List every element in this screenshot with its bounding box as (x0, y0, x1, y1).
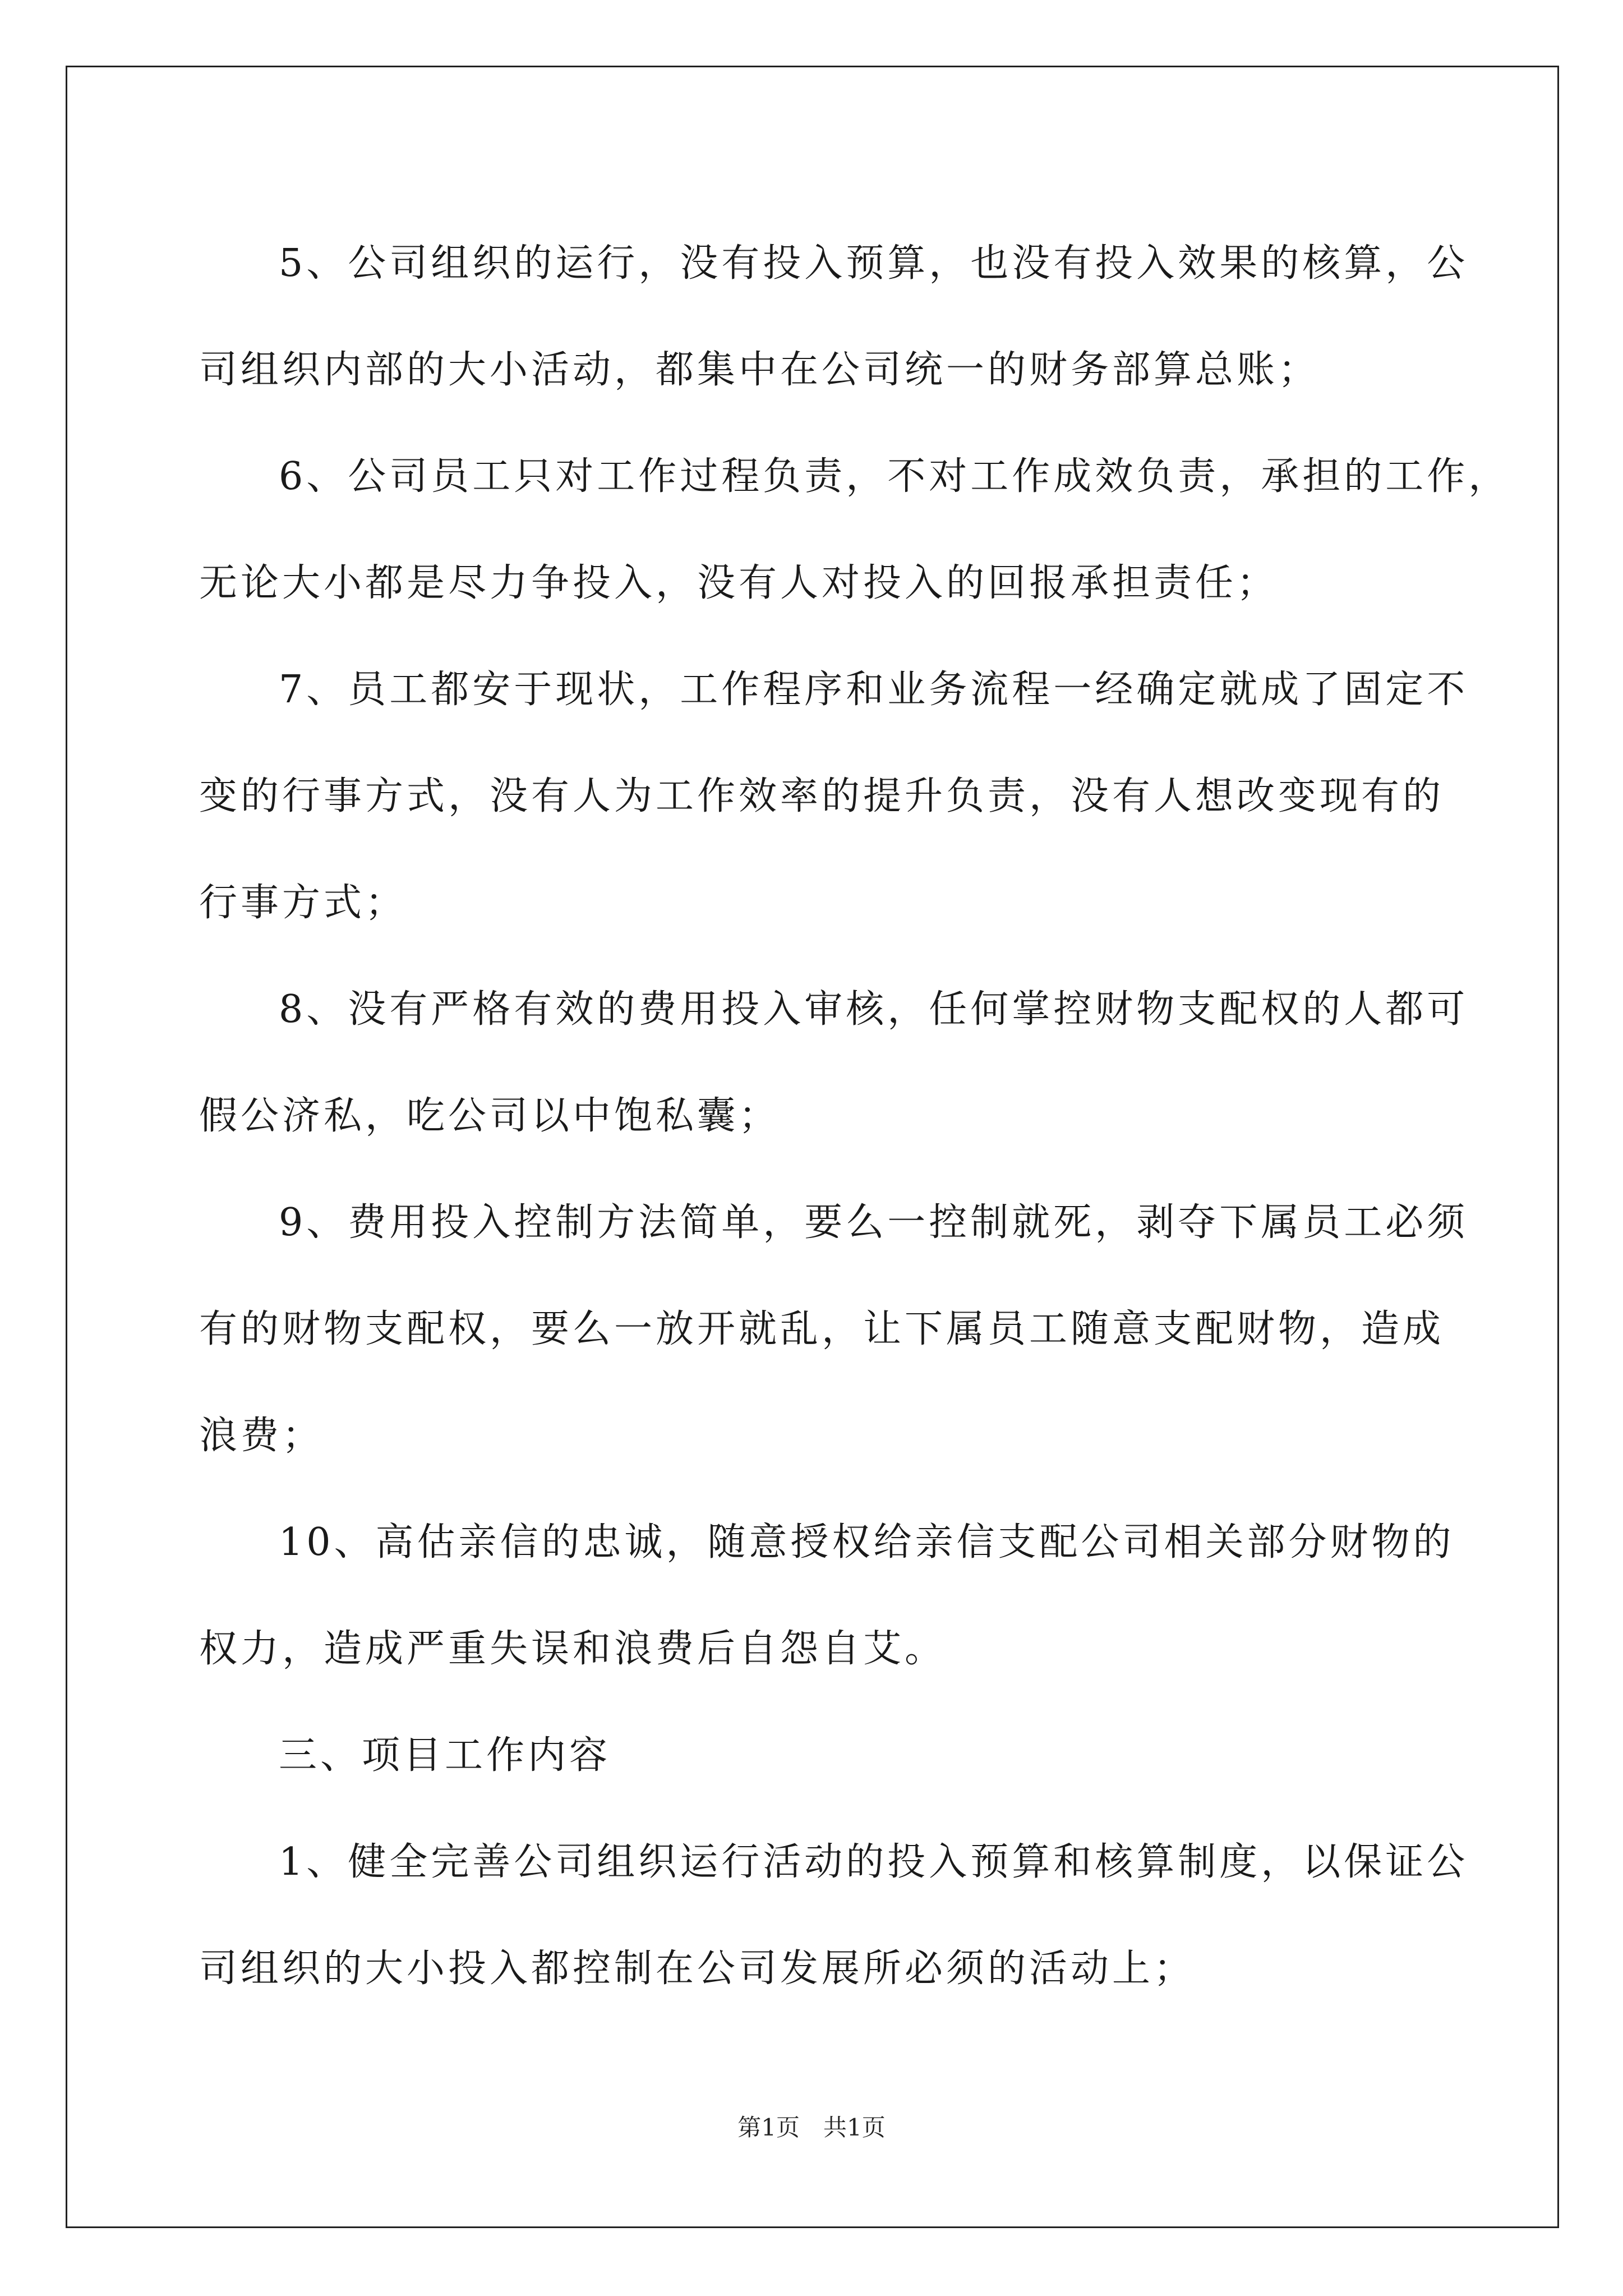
paragraph-line: 司组织的大小投入都控制在公司发展所必须的活动上； (199, 1947, 1196, 1991)
page-footer: 第1页 共1页 (737, 2114, 886, 2141)
paragraph-line: 浪费； (199, 1414, 324, 1458)
paragraph-line: 7、员工都安于现状，工作程序和业务流程一经确定就成了固定不 (279, 668, 1469, 712)
paragraph-line: 司组织内部的大小活动，都集中在公司统一的财务部算总账； (199, 348, 1320, 392)
document-body (199, 210, 1510, 2022)
paragraph-line: 10、高估亲信的忠诚，随意授权给亲信支配公司相关部分财物的 (279, 1520, 1455, 1565)
paragraph-line: 9、费用投入控制方法简单，要么一控制就死，剥夺下属员工必须 (279, 1200, 1469, 1245)
section-heading: 三、项目工作内容 (279, 1733, 611, 1778)
paragraph-line: 有的财物支配权，要么一放开就乱，让下属员工随意支配财物，造成 (199, 1307, 1445, 1351)
paragraph-line: 行事方式； (199, 881, 407, 925)
paragraph-line: 权力，造成严重失误和浪费后自怨自艾。 (199, 1627, 947, 1671)
paragraph-line: 8、没有严格有效的费用投入审核，任何掌控财物支配权的人都可 (279, 987, 1469, 1032)
paragraph-line: 变的行事方式，没有人为工作效率的提升负责，没有人想改变现有的 (199, 774, 1445, 818)
paragraph-line: 6、公司员工只对工作过程负责，不对工作成效负责，承担的工作， (279, 454, 1510, 499)
paragraph-line: 1、健全完善公司组织运行活动的投入预算和核算制度，以保证公 (279, 1840, 1469, 1884)
paragraph-line: 无论大小都是尽力争投入，没有人对投入的回报承担责任； (199, 561, 1279, 605)
paragraph-line: 5、公司组织的运行，没有投入预算，也没有投入效果的核算，公 (279, 241, 1469, 286)
paragraph-line: 假公济私，吃公司以中饱私囊； (199, 1094, 781, 1138)
